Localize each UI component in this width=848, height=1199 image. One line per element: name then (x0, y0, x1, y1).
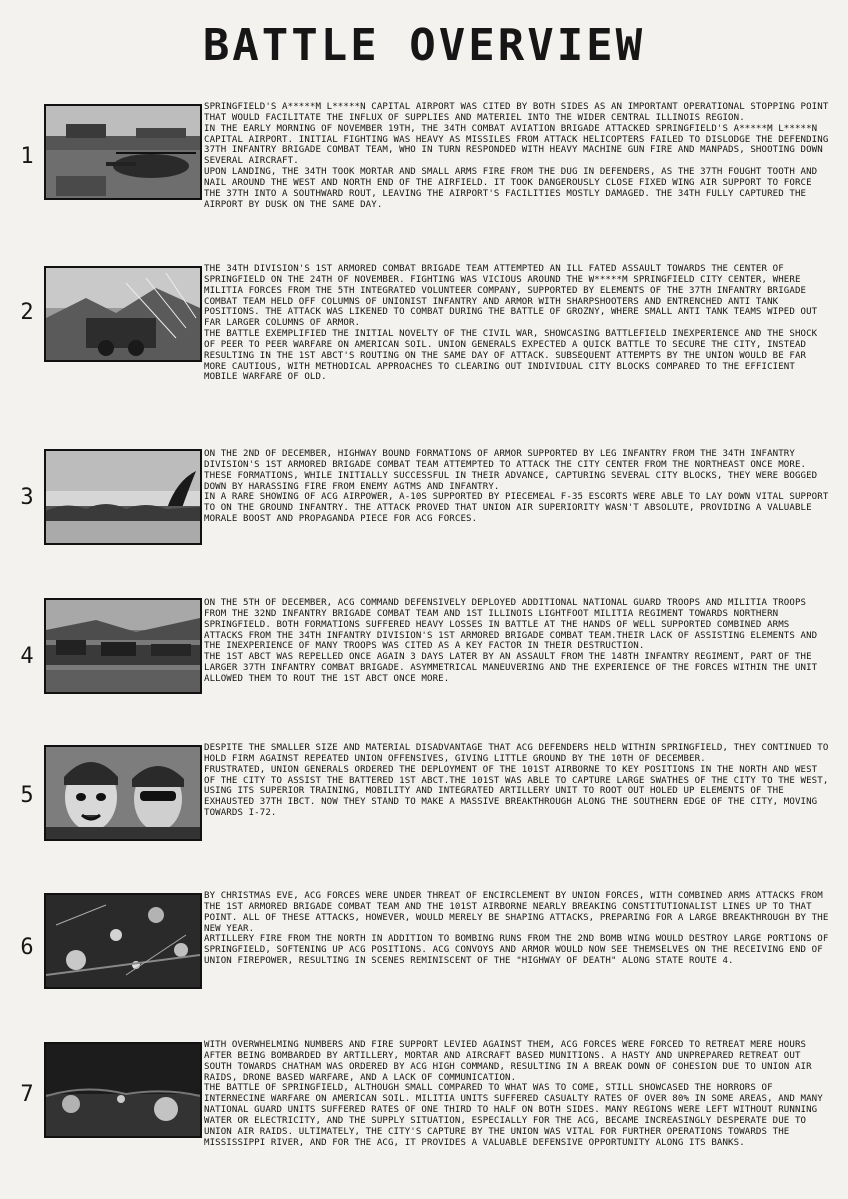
entry-text (204, 743, 830, 819)
paragraph: ON THE 5TH OF DECEMBER, ACG COMMAND DEFENSIVELY DEPLOYED ADDITIONAL NATIONAL GUARD TROOPS AND MILITIA TROOPS FROM THE 32ND INFANTRY BRIGADE COMBAT TEAM AND 1ST ILLINOIS LIGHTFOOT MILITIA REGIMENT TOWARDS NORTHERN SPRINGFIELD. BOTH FORMATIONS SUFFERED HEAVY LOSSES IN BATTLE AT THE HANDS OF WELL SUPPORTED COMBINED ARMS ATTACKS FROM THE 34TH INFANTRY DIVISION'S 1ST ARMORED BRIGADE COMBAT TEAM.THEIR LACK OF ASSISTING ELEMENTS AND THE INEXPERIENCE OF MANY TROOPS WAS CITED AS A KEY FACTOR IN THEIR DESTRUCTION. (204, 598, 818, 652)
paragraph: IN A RARE SHOWING OF ACG AIRPOWER, A-10S SUPPORTED BY PIECEMEAL F-35 ESCORTS WERE ABLE TO LAY DOWN VITAL SUPPORT TO ON THE GROUND INFANTRY. THE ATTACK PROVED THAT UNION AIR SUPERIORITY WASN'T ABSOLUTE, PROVIDING A VALUABLE MORALE BOOST AND PROPAGANDA PIECE FOR ACG FORCES. (204, 492, 829, 525)
paragraph: THE 1ST ABCT WAS REPELLED ONCE AGAIN 3 DAYS LATER BY AN ASSAULT FROM THE 148TH INFANTRY REGIMENT, PART OF THE LARGER 37TH INFANTRY COMBAT BRIGADE. ASYMMETRICAL MANEUVERING AND THE EXPERIENCE OF THE FORCES WITHIN THE UNIT ALLOWED THEM TO ROUT THE 1ST ABCT ONCE MORE. (204, 652, 818, 684)
paragraph: WITH OVERWHELMING NUMBERS AND FIRE SUPPORT LEVIED AGAINST THEM, ACG FORCES WERE FORCED TO RETREAT MERE HOURS AFTER BEING BOMBARDED BY ARTILLERY, MORTAR AND AIRCRAFT BASED MUNITIONS. A HASTY AND UNPREPARED RETREAT OUT SOUTH TOWARDS CHATHAM WAS ORDERED BY ACG HIGH COMMAND, RESULTING IN A BREAK DOWN OF COHESION DUE TO UNION AIR RAIDS, DRONE BASED WARFARE, AND A LACK OF COMMUNICATION. (204, 1040, 812, 1083)
paragraph: ON THE 2ND OF DECEMBER, HIGHWAY BOUND FORMATIONS OF ARMOR SUPPORTED BY LEG INFANTRY FROM THE 34TH INFANTRY DIVISION'S 1ST ARMORED BRIGADE COMBAT TEAM ATTEMPTED TO ATTACK THE CITY CENTER FROM THE NORTHEAST ONCE MORE. THESE FORMATIONS, WHILE INITIALLY SUCCESSFUL IN THEIR ADVANCE, CAPTURING SEVERAL CITY BLOCKS, THEY WERE BOGGED DOWN BY HARASSING FIRE FROM ENEMY AGTMS AND INFANTRY. (204, 449, 818, 492)
soldiers-illustration-image (44, 745, 202, 841)
entry-text (204, 264, 830, 383)
paragraph: BY CHRISTMAS EVE, ACG FORCES WERE UNDER THREAT OF ENCIRCLEMENT BY UNION FORCES, WITH COMBINED ARMS ATTACKS FROM THE 1ST ARMORED BRIGADE COMBAT TEAM AND THE 101ST AIRBORNE NEARLY BREAKING CONSTITUTIONALIST LINES UP TO THAT POINT. ALL OF THESE ATTACKS, HOWEVER, WOULD MERELY BE SHAPING ATTACKS, PREPARING FOR A LARGE BREAKTHROUGH BY THE NEW YEAR. (204, 891, 829, 934)
entry-text (204, 102, 830, 210)
entry-number: 2 (20, 300, 34, 325)
paragraph: ARTILLERY FIRE FROM THE NORTH IN ADDITION TO BOMBING RUNS FROM THE 2ND BOMB WING WOULD DESTROY LARGE PORTIONS OF SPRINGFIELD, SOFTENING UP ACG POSITIONS. ACG CONVOYS AND ARMOR WOULD NOW SEE THEMSELVES ON THE RECEIVING END OF UNION FIREPOWER, RESULTING IN SCENES REMINISCENT OF THE "HIGHWAY OF DEATH" ALONG STATE ROUTE 4. (204, 934, 829, 967)
city-center-combat-image (44, 266, 202, 362)
paragraph: IN THE EARLY MORNING OF NOVEMBER 19TH, THE 34TH COMBAT AVIATION BRIGADE ATTACKED SPRINGFIELD'S A*****M L*****N CAPITAL AIRPORT. INITIAL FIGHTING WAS HEAVY AS MISSILES FROM ATTACK HELICOPTERS FAILED TO DISLODGE THE DEFENDING 37TH INFANTRY BRIGADE COMBAT TEAM, WHO IN TURN RESPONDED WITH HEAVY MACHINE GUN FIRE AND MANPADS, SHOOTING DOWN SEVERAL AIRCRAFT. (204, 123, 829, 167)
armor-column-image (44, 598, 202, 694)
entry-number: 6 (20, 935, 34, 960)
entry-number: 3 (20, 485, 34, 510)
night-fires-image (44, 1042, 202, 1138)
paragraph: FRUSTRATED, UNION GENERALS ORDERED THE DEPLOYMENT OF THE 101ST AIRBORNE TO KEY POSITIONS IN THE NORTH AND WEST OF THE CITY TO ASSIST THE BATTERED 1ST ABCT.THE 101ST WAS ABLE TO CAPTURE LARGE SWATHES OF THE CITY TO THE WEST, USING ITS SUPERIOR TRAINING, MOBILITY AND INTEGRATED ARTILLERY UNIT TO ROOT OUT HOLED UP ELEMENTS OF THE EXHAUSTED 37TH IBCT. NOW THEY STAND TO MAKE A MASSIVE BREAKTHROUGH ALONG THE SOUTHERN EDGE OF THE CITY, MOVING TOWARDS I-72. (204, 764, 829, 819)
paragraph: THE BATTLE EXEMPLIFIED THE INITIAL NOVELTY OF THE CIVIL WAR, SHOWCASING BATTLEFIELD INEXPERIENCE AND THE SHOCK OF PEER TO PEER WARFARE ON AMERICAN SOIL. UNION GENERALS EXPECTED A QUICK BATTLE TO SECURE THE CITY, INSTEAD RESULTING IN THE 1ST ABCT'S ROUTING ON THE SAME DAY OF ATTACK. SUBSEQUENT ATTEMPTS BY THE UNION WOULD BE FAR MORE CAUTIOUS, WITH METHODICAL APPROACHES TO CLEARING OUT INDIVIDUAL CITY BLOCKS COMPARED TO THE EFFICIENT MOBILE WARFARE OF OLD. (204, 329, 818, 383)
paragraph: THE BATTLE OF SPRINGFIELD, ALTHOUGH SMALL COMPARED TO WHAT WAS TO COME, STILL SHOWCASED THE HORRORS OF INTERNECINE WARFARE ON AMERICAN SOIL. MILITIA UNITS SUFFERED CASUALTY RATES OF OVER 80% IN SOME AREAS, AND MANY NATIONAL GUARD UNITS SUFFERED RATES OF ONE THIRD TO HALF ON BOTH SIDES. MANY REGIONS WERE LEFT WITHOUT RUNNING WATER OR ELECTRICITY, AND THE SUPPLY SITUATION, ESPECIALLY FOR THE ACG, BECAME INCREASINGLY DESPERATE DUE TO UNION AIR RAIDS. ULTIMATELY, THE CITY'S CAPTURE BY THE UNION WAS VITAL FOR FURTHER OPERATIONS TOWARDS THE MISSISSIPPI RIVER, AND FOR THE ACG, IT PROVIDES A VALUABLE DEFENSIVE OPPORTUNITY ALONG ITS BANKS. (204, 1083, 823, 1148)
entry-number: 1 (20, 144, 34, 169)
paragraph: SPRINGFIELD'S A*****M L*****N CAPITAL AIRPORT WAS CITED BY BOTH SIDES AS AN IMPORTANT OPERATIONAL STOPPING POINT THAT WOULD FACILITATE THE INFLUX OF SUPPLIES AND MATERIEL INTO THE WIDER CENTRAL ILLINOIS REGION. (204, 102, 829, 123)
airport-helicopter-image (44, 104, 202, 200)
entry-text (204, 1040, 830, 1148)
entry-text (204, 598, 830, 685)
highway-smoke-image (44, 449, 202, 545)
entry-text (204, 891, 830, 967)
page-title: BATTLE OVERVIEW (202, 20, 646, 71)
entry-number: 5 (20, 783, 34, 808)
entry-number: 4 (20, 644, 34, 669)
paragraph: DESPITE THE SMALLER SIZE AND MATERIAL DISADVANTAGE THAT ACG DEFENDERS HELD WITHIN SPRINGFIELD, THEY CONTINUED TO HOLD FIRM AGAINST REPEATED UNION OFFENSIVES, GIVING LITTLE GROUND BY THE 10TH OF DECEMBER. (204, 743, 829, 764)
entry-number: 7 (20, 1082, 34, 1107)
entry-text (204, 449, 830, 525)
paragraph: THE 34TH DIVISION'S 1ST ARMORED COMBAT BRIGADE TEAM ATTEMPTED AN ILL FATED ASSAULT TOWARDS THE CENTER OF SPRINGFIELD ON THE 24TH OF NOVEMBER. FIGHTING WAS VICIOUS AROUND THE W*****M SPRINGFIELD CITY CENTER, WHERE MILITIA FORCES FROM THE 5TH INTEGRATED VOLUNTEER COMPANY, SUPPORTED BY ELEMENTS OF THE 37TH INFANTRY BRIGADE COMBAT TEAM HELD OFF COLUMNS OF UNIONIST INFANTRY AND ARMOR WITH SHARPSHOOTERS AND ENTRENCHED ANTI TANK POSITIONS. THE ATTACK WAS LIKENED TO COMBAT DURING THE BATTLE OF GROZNY, WHERE SMALL ANTI TANK TEAMS WIPED OUT FAR LARGER COLUMNS OF ARMOR. (204, 264, 818, 329)
night-bombardment-image (44, 893, 202, 989)
paragraph: UPON LANDING, THE 34TH TOOK MORTAR AND SMALL ARMS FIRE FROM THE DUG IN DEFENDERS, AS THE 37TH FOUGHT TOOTH AND NAIL AROUND THE WEST AND NORTH END OF THE AIRFIELD. IT TOOK DANGEROUSLY CLOSE FIXED WING AIR SUPPORT TO FORCE THE 37TH INTO A SOUTHWARD ROUT, LEAVING THE AIRPORT'S FACILITIES MOSTLY DAMAGED. THE 34TH FULLY CAPTURED THE AIRPORT BY DUSK ON THE SAME DAY. (204, 167, 818, 210)
